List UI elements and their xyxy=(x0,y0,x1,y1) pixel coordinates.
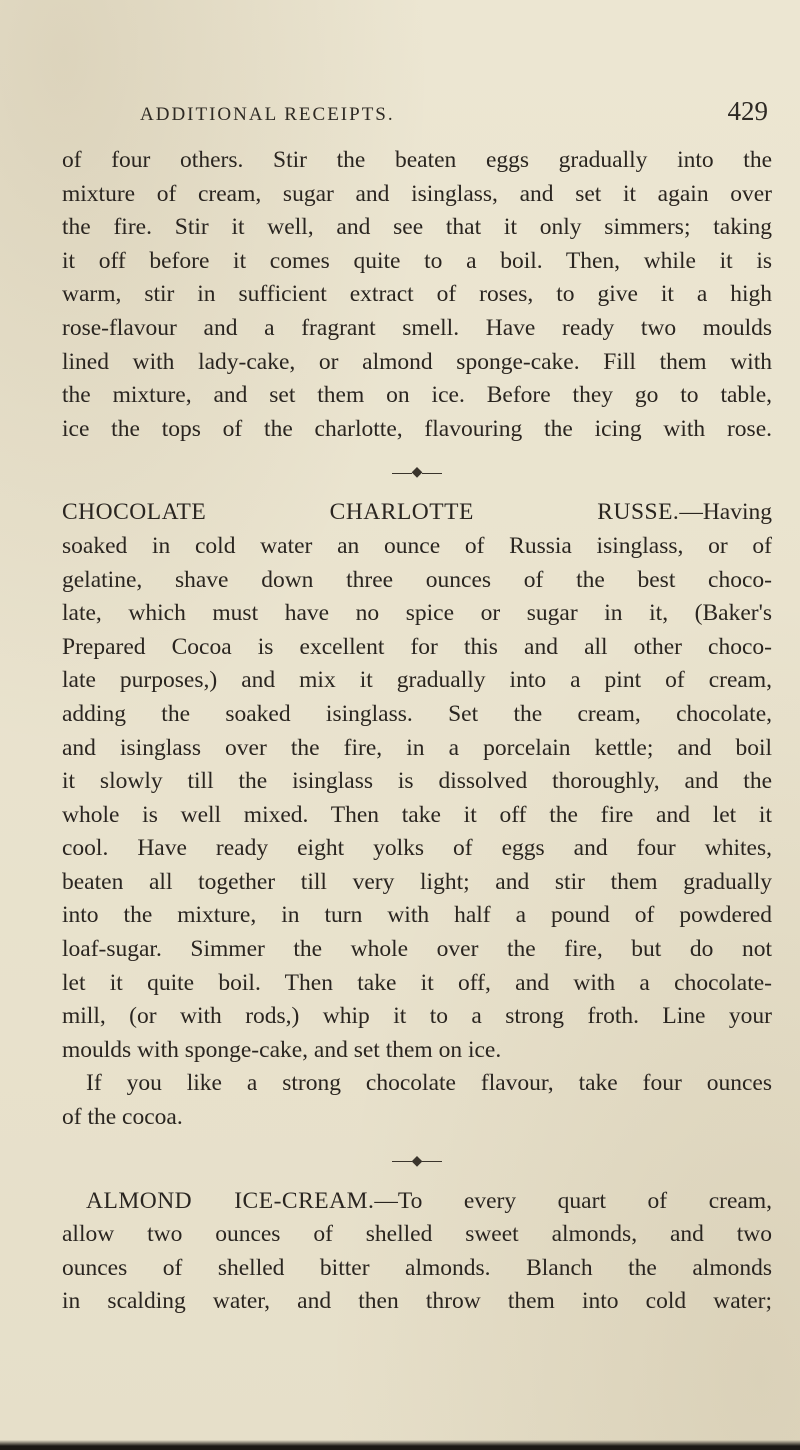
text-line xyxy=(62,496,772,530)
text-line: ice the tops of the charlotte, flavouring the icing with rose. xyxy=(62,415,772,442)
body-text xyxy=(62,144,772,1319)
text-fragment: —Having xyxy=(679,499,772,526)
text-line: in scalding water, and then throw them into cold water; xyxy=(62,1288,772,1315)
recipe-heading: ALMOND ICE-CREAM. xyxy=(86,1187,375,1214)
section-divider xyxy=(62,456,772,490)
text-line: late purposes,) and mix it gradually into a pint of cream, xyxy=(62,667,772,694)
running-head xyxy=(62,96,772,144)
paragraph-continuation xyxy=(62,144,772,446)
divider-ornament: ◆ xyxy=(411,1153,423,1169)
text-line: late, which must have no spice or sugar in it, (Baker's xyxy=(62,600,772,627)
text-line: moulds with sponge-cake, and set them on ice. xyxy=(62,1036,502,1063)
paragraph-chocolate-note xyxy=(62,1067,772,1134)
text-line: soaked in cold water an ounce of Russia isinglass, or of xyxy=(62,532,772,559)
text-line: of four others. Stir the beaten eggs gradually into the xyxy=(62,147,772,173)
divider-ornament: ◆ xyxy=(411,465,423,481)
text-line: warm, stir in sufficient extract of roses, to give it a high xyxy=(62,281,772,308)
text-line: it off before it comes quite to a boil. Then, while it is xyxy=(62,247,772,274)
recipe-heading: CHOCOLATE CHARLOTTE RUSSE. xyxy=(62,499,680,526)
text-line: loaf-sugar. Simmer the whole over the fire, but do not xyxy=(62,936,772,963)
book-page xyxy=(62,96,772,1424)
text-fragment: —To every quart of cream, xyxy=(374,1187,772,1214)
text-line: it slowly till the isinglass is dissolved thoroughly, and the xyxy=(62,768,772,795)
page-edge-shadow xyxy=(0,1440,800,1450)
section-divider xyxy=(62,1145,772,1179)
text-line: let it quite boil. Then take it off, and with a chocolate- xyxy=(62,969,772,996)
text-line: of the cocoa. xyxy=(62,1104,183,1131)
text-line xyxy=(62,1185,772,1219)
paragraph-almond-ice-cream xyxy=(62,1185,772,1319)
text-line: rose-flavour and a fragrant smell. Have ready two moulds xyxy=(62,314,772,341)
text-line: adding the soaked isinglass. Set the cream, chocolate, xyxy=(62,700,772,727)
text-line: beaten all together till very light; and stir them gradually xyxy=(62,868,772,895)
text-line: If you like a strong chocolate flavour, take four ounces xyxy=(86,1070,772,1097)
text-line: gelatine, shave down three ounces of the best choco- xyxy=(62,566,772,593)
text-line: whole is well mixed. Then take it off the fire and let it xyxy=(62,801,772,828)
text-line: mill, (or with rods,) whip it to a strong froth. Line your xyxy=(62,1003,772,1030)
text-line: the mixture, and set them on ice. Before they go to table, xyxy=(62,382,772,409)
running-title: ADDITIONAL RECEIPTS. xyxy=(140,104,395,125)
text-line: the fire. Stir it well, and see that it only simmers; taking xyxy=(62,214,772,241)
text-line: cool. Have ready eight yolks of eggs and four whites, xyxy=(62,835,772,862)
page-number: 429 xyxy=(727,96,768,126)
text-line: Prepared Cocoa is excellent for this and all other choco- xyxy=(62,633,772,660)
text-line: lined with lady-cake, or almond sponge-cake. Fill them with xyxy=(62,348,772,375)
paragraph-chocolate-charlotte-russe xyxy=(62,496,772,1067)
text-line: ounces of shelled bitter almonds. Blanch the almonds xyxy=(62,1254,772,1281)
text-line: mixture of cream, sugar and isinglass, and set it again over xyxy=(62,180,772,207)
text-line: allow two ounces of shelled sweet almonds, and two xyxy=(62,1221,772,1248)
text-line: into the mixture, in turn with half a pound of powdered xyxy=(62,902,772,929)
text-line: and isinglass over the fire, in a porcelain kettle; and boil xyxy=(62,734,772,761)
